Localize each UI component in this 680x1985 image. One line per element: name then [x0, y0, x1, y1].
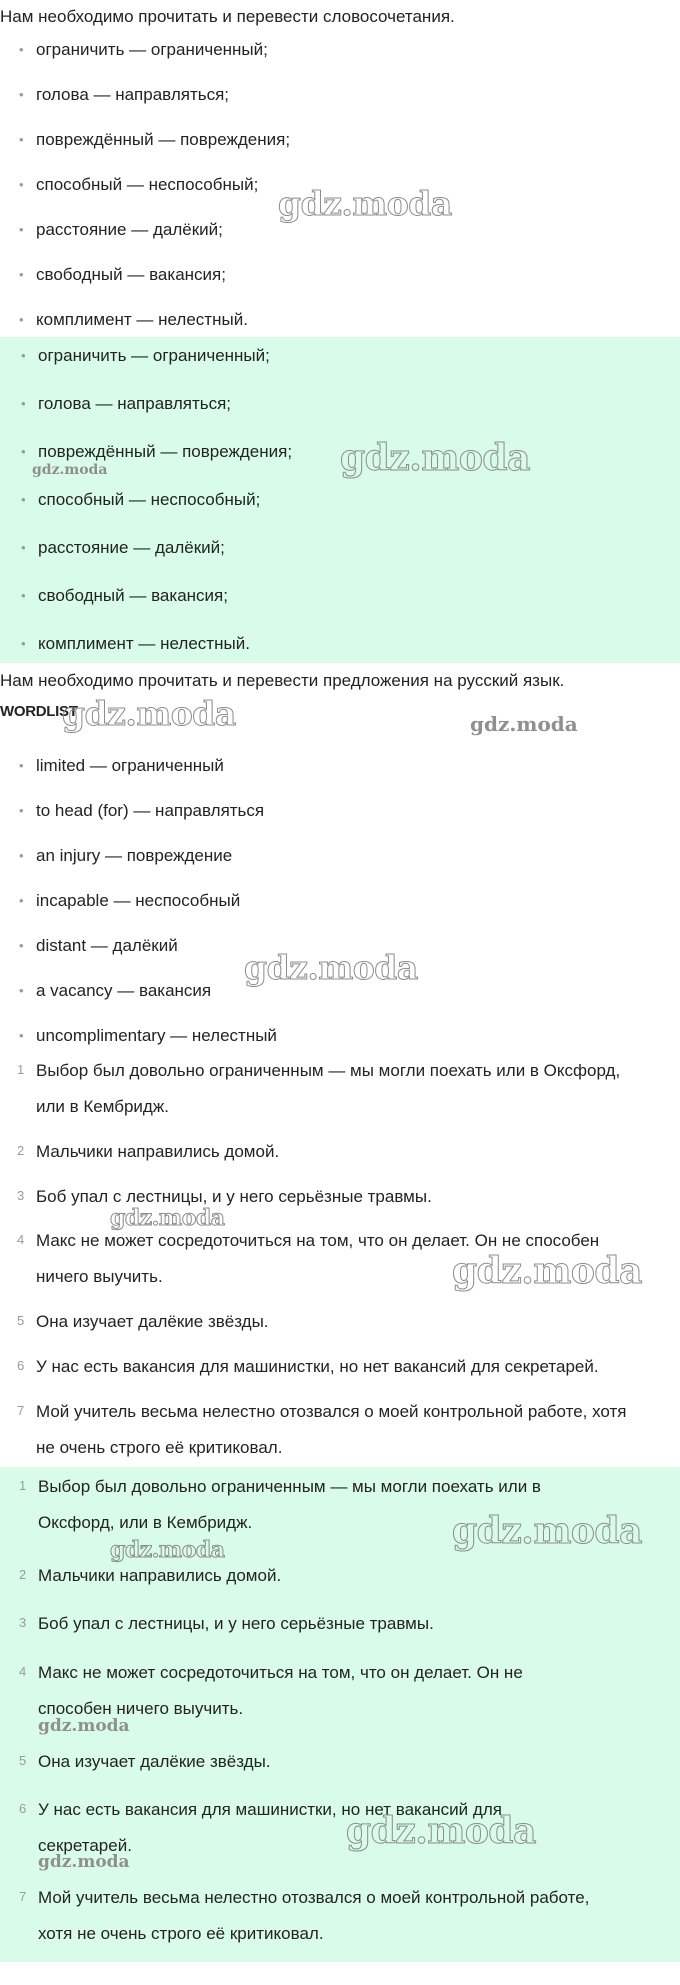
watermark: gdz.moda [452, 1510, 642, 1552]
sentence-line: Макс не может сосредоточиться на том, что он делает. Он не [38, 1663, 523, 1682]
sentence-line: Мальчики направились домой. [36, 1142, 280, 1161]
wordlist-item: • distant — далёкий [36, 935, 178, 957]
watermark: gdz.moda [110, 1205, 225, 1231]
sentence-line: У нас есть вакансия для машинистки, но нет вакансий для секретарей. [36, 1357, 599, 1376]
sentence-number: 7 [19, 1889, 27, 1904]
wordlist-item: • to head (for) — направляться [36, 800, 264, 822]
list-item: • ограничить — ограниченный; [36, 39, 268, 61]
sentence-number: 5 [19, 1753, 27, 1768]
sentence-line: хотя не очень строго её критиковал. [38, 1924, 324, 1943]
heading-sentences: Нам необходимо прочитать и перевести предложения на русский язык. [0, 671, 565, 690]
sentence-line: или в Кембридж. [36, 1097, 169, 1116]
list-item: • свободный — вакансия; [36, 264, 226, 286]
sentence-line: У нас есть вакансия для машинистки, но нет вакансий для [38, 1800, 502, 1819]
list-item: • голова — направляться; [36, 84, 229, 106]
sentence-line: Мой учитель весьма нелестно отозвался о моей контрольной работе, хотя [36, 1402, 627, 1421]
watermark: gdz.moda [38, 1852, 130, 1872]
sentence-line: Макс не может сосредоточиться на том, что он делает. Он не способен [36, 1231, 600, 1250]
sentence-line: Выбор был довольно ограниченным — мы могли поехать или в [38, 1477, 541, 1496]
list-item: • способный — неспособный; [38, 489, 260, 511]
wordlist-item: • an injury — повреждение [36, 845, 232, 867]
list-item: • комплимент — нелестный. [38, 633, 250, 655]
watermark: gdz.moda [244, 948, 418, 987]
sentence-line: Мой учитель весьма нелестно отозвался о моей контрольной работе, [38, 1888, 590, 1907]
heading-phrases: Нам необходимо прочитать и перевести словосочетания. [0, 7, 455, 26]
list-item: • способный — неспособный; [36, 174, 258, 196]
sentence-number: 6 [19, 1801, 27, 1816]
wordlist-item: • limited — ограниченный [36, 755, 224, 777]
list-item: • ограничить — ограниченный; [38, 345, 270, 367]
sentence-line: Мальчики направились домой. [38, 1566, 282, 1585]
sentence-line: Оксфорд, или в Кембридж. [38, 1513, 253, 1532]
sentence-line: Боб упал с лестницы, и у него серьёзные травмы. [38, 1614, 434, 1633]
list-item: • расстояние — далёкий; [36, 219, 223, 241]
sentence-number: 4 [19, 1664, 27, 1679]
list-item: • голова — направляться; [38, 393, 231, 415]
watermark: gdz.moda [110, 1537, 225, 1563]
watermark: gdz.moda [346, 1810, 536, 1852]
watermark: gdz.moda [32, 462, 108, 478]
sentence-line: Выбор был довольно ограниченным — мы могли поехать или в Оксфорд, [36, 1061, 621, 1080]
sentence-line: ничего выучить. [36, 1267, 163, 1286]
sentence-line: Боб упал с лестницы, и у него серьёзные травмы. [36, 1187, 432, 1206]
watermark: gdz.moda [470, 712, 578, 736]
wordlist-item: • a vacancy — вакансия [36, 980, 211, 1002]
sentence-line: Она изучает далёкие звёзды. [36, 1312, 269, 1331]
sentence-number: 3 [17, 1188, 25, 1203]
sentence-line: способен ничего выучить. [38, 1699, 244, 1718]
watermark: gdz.moda [278, 184, 452, 223]
sentence-number: 7 [17, 1403, 25, 1418]
watermark: gdz.moda [452, 1250, 642, 1292]
sentence-number: 2 [17, 1143, 25, 1158]
list-item: • повреждённый — повреждения; [36, 129, 290, 151]
sentence-number: 1 [17, 1062, 25, 1077]
watermark: gdz.moda [62, 694, 236, 733]
list-item: • комплимент — нелестный. [36, 309, 248, 331]
sentence-line: секретарей. [38, 1836, 132, 1855]
watermark: gdz.moda [38, 1716, 130, 1736]
sentence-number: 5 [17, 1313, 25, 1328]
watermark: gdz.moda [340, 437, 530, 479]
sentence-number: 4 [17, 1232, 25, 1247]
wordlist-item: • incapable — неспособный [36, 890, 240, 912]
list-item: • повреждённый — повреждения; [38, 441, 292, 463]
sentence-line: не очень строго её критиковал. [36, 1438, 283, 1457]
wordlist-item: • uncomplimentary — нелестный [36, 1025, 277, 1047]
sentence-number: 3 [19, 1615, 27, 1630]
sentence-line: Она изучает далёкие звёзды. [38, 1752, 271, 1771]
sentence-number: 6 [17, 1358, 25, 1373]
list-item: • свободный — вакансия; [38, 585, 228, 607]
list-item: • расстояние — далёкий; [38, 537, 225, 559]
sentence-number: 2 [19, 1567, 27, 1582]
sentence-number: 1 [19, 1478, 27, 1493]
wordlist-title: WORDLIST [0, 703, 78, 720]
